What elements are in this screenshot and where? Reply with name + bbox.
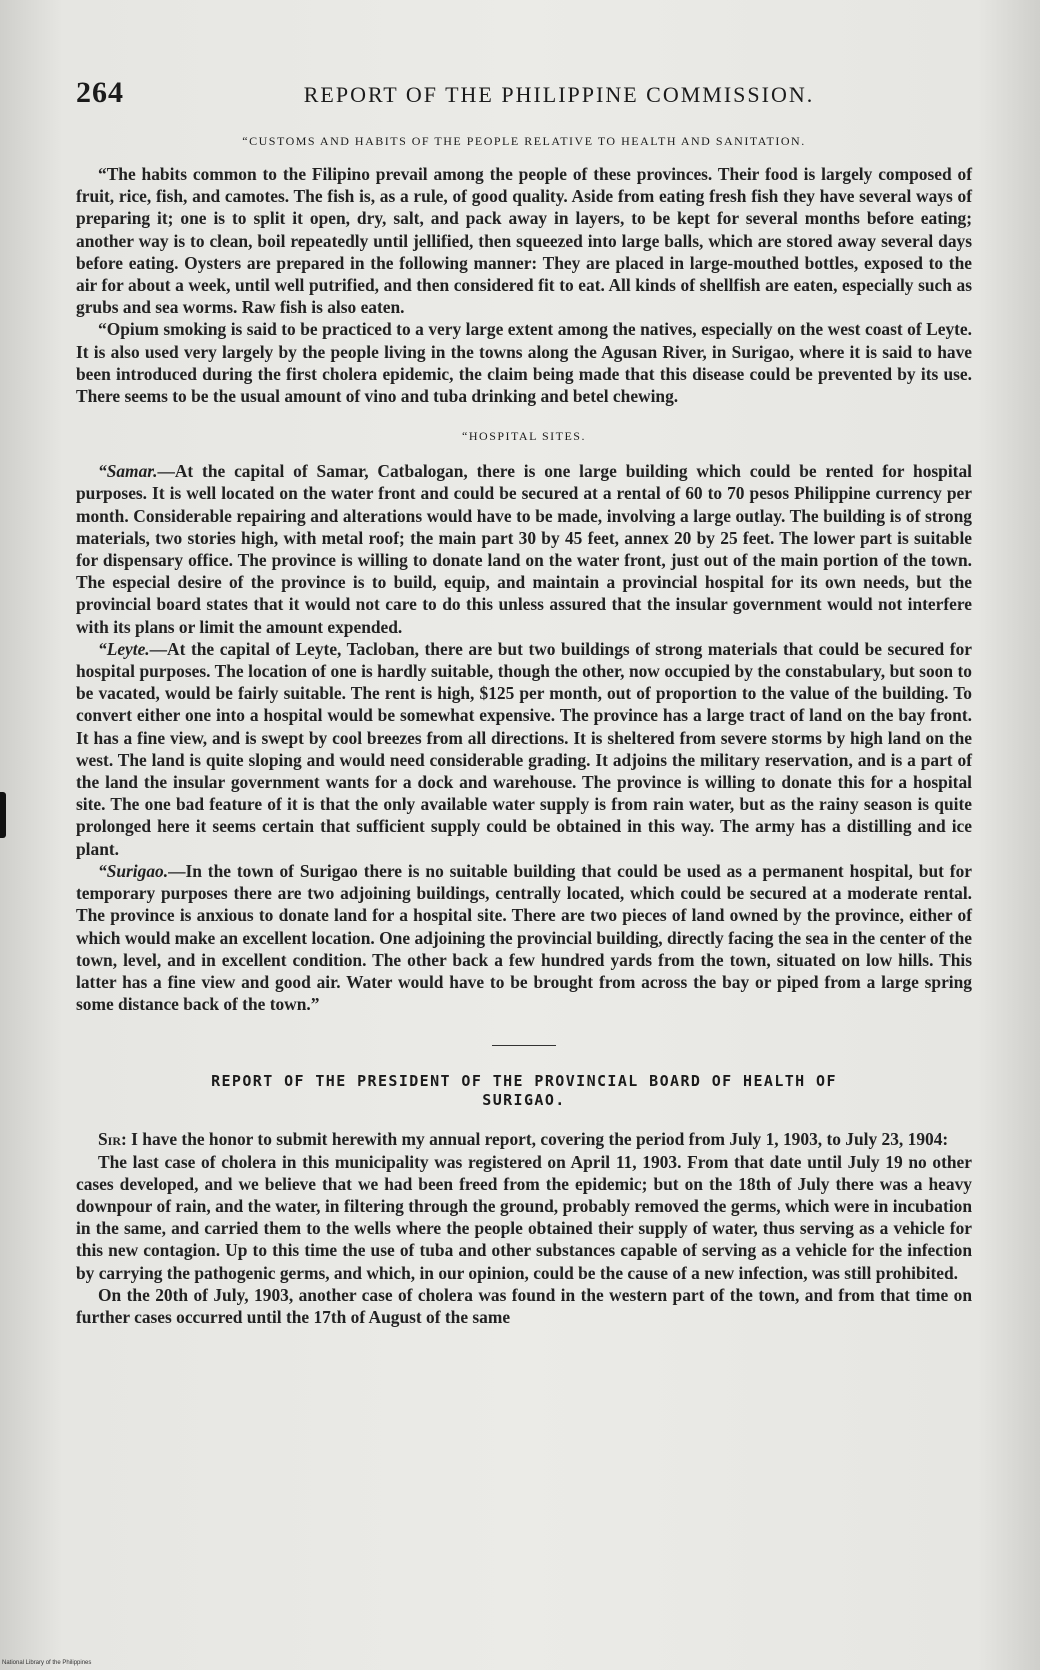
hospital-heading: “HOSPITAL SITES. xyxy=(462,429,586,444)
leyte-lead: “Leyte. xyxy=(98,638,150,659)
customs-paragraph-2: “Opium smoking is said to be practiced to a very large extent among the natives, especially on the west coast of Leyte. It is also used very largely by the people living in the towns along the Agusan River, in Surigao, where it is said to have been introduced during the first cholera epidemic, the claim being made that this disease could be prevented by its use. There seems to be the usual amount of vino and tuba drinking and betel chewing. xyxy=(76,319,972,407)
page-content xyxy=(76,76,972,1328)
customs-paragraph-1: “The habits common to the Filipino prevail among the people of these provinces. Their food is largely composed of fruit, rice, fish, and camotes. The fish is, as a rule, of good quality. Aside from eating fresh fish they have several ways of preparing it; one is to split it open, dry, salt, and pack away in layers, to be kept for several months before eating; another way is to clean, boil repeatedly until jellified, then squeezed into large balls, which are stored away several days before eating. Oysters are prepared in the following manner: They are placed in large-mouthed bottles, exposed to the air for about a week, until well putrified, and then considered fit to eat. All kinds of shellfish are eaten, especially such as grubs and sea worms. Raw fish is also eaten. xyxy=(76,164,972,318)
running-head: REPORT OF THE PHILIPPINE COMMISSION. xyxy=(303,82,815,107)
samar-paragraph xyxy=(76,460,972,638)
leyte-text: —At the capital of Leyte, Tacloban, there are but two buildings of strong materials that could be secured for hospital purposes. The location of one is hardly suitable, though the other, now occupied by the constabulary, but soon to be vacated, would be fairly suitable. The rent is high, $125 per month, out of proportion to the value of the building. To convert either one into a hospital would be somewhat expensive. The province has a large tract of land on the bay front. It has a fine view, and is swept by cool breezes from all directions. It is sheltered from severe storms by high land on the west. The land is quite sloping and would need considerable grading. It adjoins the military reservation, and is a part of the land the insular government wants for a dock and warehouse. The province is willing to donate this for a hospital site. The one bad feature of it is that the only available water supply is from rain water, but as the rainy season is quite prolonged here it seems certain that sufficient supply could be obtained in this way. The army has a distilling and ice plant. xyxy=(76,638,972,859)
report-paragraph-1 xyxy=(76,1128,972,1150)
surigao-lead: “Surigao. xyxy=(98,860,169,881)
report-title-line-2: SURIGAO. xyxy=(482,1091,566,1110)
surigao-text: —In the town of Surigao there is no suitable building that could be used as a permanent hospital, but for temporary purposes there are two adjoining buildings, centrally located, which could be secured at a moderate rental. The province is anxious to donate land for a hospital site. There are two pieces of land owned by the province, either of which would make an excellent location. One adjoining the provincial building, directly facing the sea in the center of the town, level, and in excellent condition. The other back a few hundred yards from the town, situated on low hills. This latter has a fine view and good air. Water would have to be brought from across the bay or piped from a large spring some distance back of the town.” xyxy=(76,860,972,1015)
surigao-paragraph xyxy=(76,860,972,1015)
customs-heading: “CUSTOMS AND HABITS OF THE PEOPLE RELATIVE TO HEALTH AND SANITATION. xyxy=(242,134,806,148)
report-title xyxy=(76,1072,972,1110)
library-footer: National Library of the Philippines xyxy=(2,1660,92,1666)
salutation: Sir: xyxy=(98,1129,127,1150)
samar-lead: “Samar. xyxy=(98,461,158,482)
page-number: 264 xyxy=(76,76,124,109)
page-header xyxy=(76,76,972,116)
report-paragraph-3: On the 20th of July, 1903, another case of cholera was found in the western part of the town, and from that time on further cases occurred until the 17th of August of the same xyxy=(76,1284,972,1327)
report-paragraph-1-text: I have the honor to submit herewith my annual report, covering the period from July 1, 1903, to July 23, 1904: xyxy=(126,1129,949,1150)
binding-shadow xyxy=(0,792,6,838)
samar-text: —At the capital of Samar, Catbalogan, there is one large building which could be rented for hospital purposes. It is well located on the water front and could be secured at a rental of 60 to 70 pesos Philippine currency per month. Considerable repairing and alterations would have to be made, involving a large outlay. The building is of strong materials, two stories high, with metal roof; the main part 30 by 45 feet, annex 20 by 25 feet. The lower part is suitable for dispensary office. The province is willing to donate land on the water front, just out of the main portion of the town. The especial desire of the province is to build, equip, and maintain a provincial hospital for its own needs, but the provincial board states that it would not care to do this unless assured that the insular government would not interfere with its plans or limit the amount expended. xyxy=(76,461,972,637)
report-paragraph-2: The last case of cholera in this municipality was registered on April 11, 1903. From that date until July 19 no other cases developed, and we believe that we had been freed from the epidemic; but on the 18th of July there was a heavy downpour of rain, and the water, in filtering through the ground, probably removed the germs, which were in incubation in the same, and carried them to the wells where the people obtained their supply of water, thus serving as a vehicle for this new contagion. Up to this time the use of tuba and other substances capable of serving as a vehicle for the infection by carrying the pathogenic germs, and which, in our opinion, could be the cause of a new infection, was still prohibited. xyxy=(76,1151,972,1283)
leyte-paragraph xyxy=(76,638,972,860)
section-divider xyxy=(492,1045,556,1046)
report-title-line-1: REPORT OF THE PRESIDENT OF THE PROVINCIAL BOARD OF HEALTH OF xyxy=(211,1072,837,1091)
